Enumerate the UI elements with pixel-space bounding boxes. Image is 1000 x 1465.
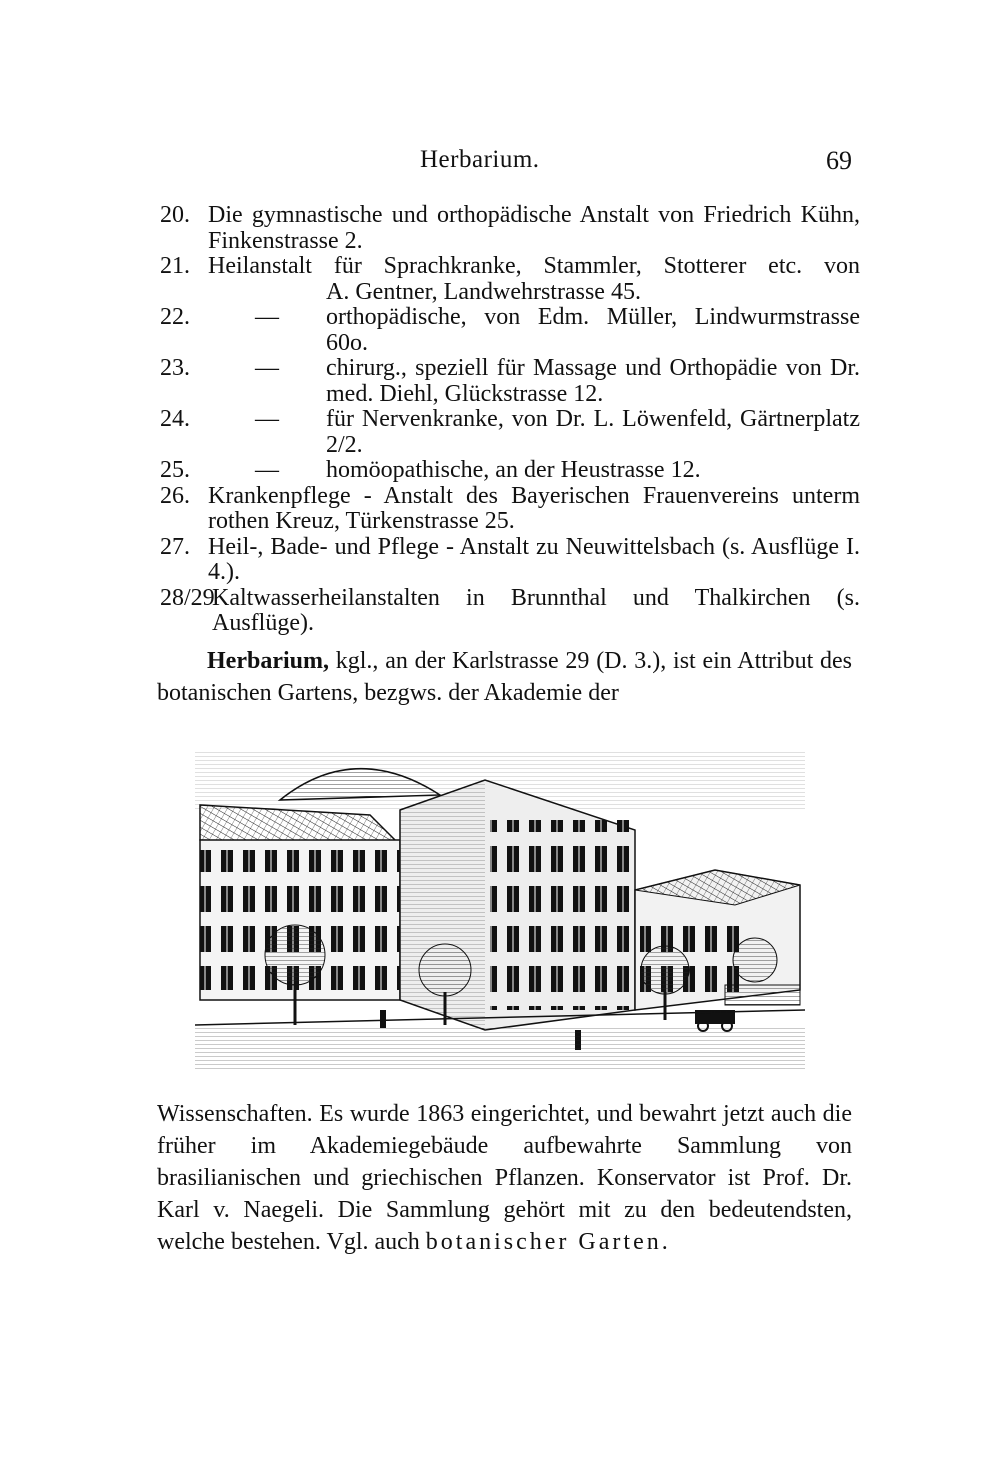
item-text: Die gymnastische und orthopädische Anstalt von Friedrich Kühn, Finkenstrasse 2.: [208, 202, 860, 254]
ditto-dash: —: [255, 355, 279, 381]
item-number: 23.: [160, 355, 190, 381]
ditto-dash: —: [255, 304, 279, 330]
item-text: Heilanstalt für Sprachkranke, Stammler, Stotterer etc. von: [208, 253, 860, 279]
item-number: 22.: [160, 304, 190, 330]
herbarium-paragraph: [157, 645, 852, 709]
item-number: 21.: [160, 253, 190, 279]
list-item: [160, 407, 860, 458]
description-paragraph: [157, 1098, 852, 1258]
item-number: 20.: [160, 202, 190, 228]
paragraph-text: kgl., an der Karlstrasse 29 (D. 3.), ist ein Attribut des botanischen Gartens, bezgws. der Akademie der: [157, 648, 853, 706]
list-item: [160, 356, 860, 407]
entry-heading: Herbarium,: [207, 648, 329, 674]
ditto-dash: —: [255, 457, 279, 483]
page-number: 69: [826, 146, 852, 175]
item-text: für Nervenkranke, von Dr. L. Löwenfeld, Gärtnerplatz 2/2.: [326, 406, 860, 458]
item-number: 28/29: [160, 584, 215, 611]
item-text: orthopädische, von Edm. Müller, Lindwurmstrasse 60o.: [326, 304, 860, 356]
list-item: [160, 254, 860, 305]
list-item: [160, 586, 860, 637]
institution-list: [160, 203, 860, 637]
item-number: 24.: [160, 406, 190, 432]
list-item: [160, 458, 860, 484]
item-text: Heil-, Bade- und Pflege - Anstalt zu Neuwittelsbach (s. Ausflüge I. 4.).: [208, 533, 860, 585]
paragraph-text: Wissenschaften. Es wurde 1863 eingerichtet, und bewahrt jetzt auch die früher im Akademiegebäude aufbewahrte Sammlung von brasilianischen und griechischen Pflanzen. Konservator ist Prof. Dr. Karl v. Naegeli. Die Sammlung gehört mit zu den bedeutendsten, welche bestehen. Vgl. auch: [157, 1101, 852, 1255]
list-item: [160, 305, 860, 356]
running-title: Herbarium.: [420, 146, 540, 173]
item-text: homöopathische, an der Heustrasse 12.: [326, 457, 701, 483]
ditto-dash: —: [255, 406, 279, 432]
list-item: [160, 484, 860, 535]
item-text: Kaltwasserheilanstalten in Brunnthal und Thalkirchen (s. Ausflüge).: [212, 584, 860, 636]
list-item: [160, 203, 860, 254]
item-text: chirurg., speziell für Massage und Orthopädie von Dr. med. Diehl, Glückstrasse 12.: [326, 355, 860, 407]
cross-reference: botanischer Garten.: [425, 1229, 671, 1255]
item-number: 26.: [160, 482, 190, 509]
item-number: 27.: [160, 533, 190, 560]
item-number: 25.: [160, 457, 190, 483]
list-item: [160, 535, 860, 586]
herbarium-building-engraving: [195, 720, 805, 1070]
item-text: Krankenpflege - Anstalt des Bayerischen Frauenvereins unterm rothen Kreuz, Türkenstrasse 25.: [208, 482, 860, 534]
item-text-continuation: A. Gentner, Landwehrstrasse 45.: [326, 278, 641, 305]
